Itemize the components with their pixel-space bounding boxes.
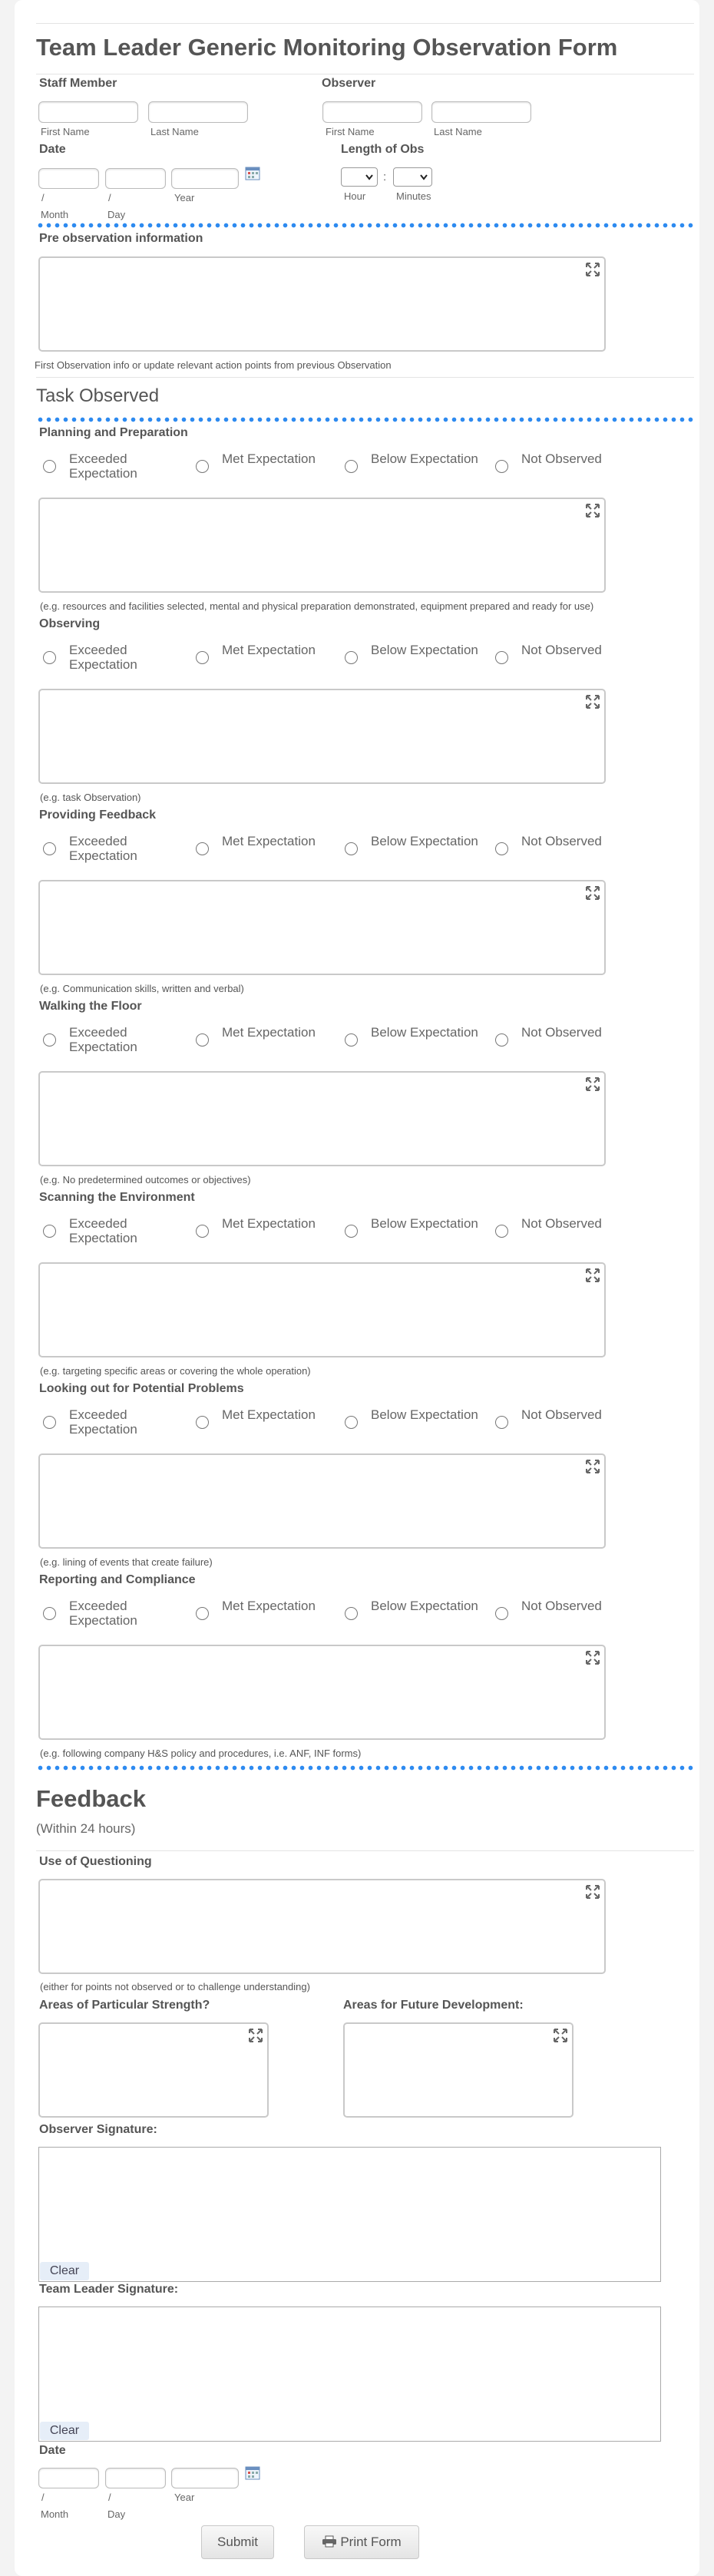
rating-option-label: Not Observed bbox=[521, 1599, 602, 1613]
task-section-hint: (e.g. Communication skills, written and verbal) bbox=[40, 983, 244, 994]
date-label: Date bbox=[39, 143, 66, 156]
rating-radio[interactable] bbox=[345, 842, 358, 855]
observer-label: Observer bbox=[322, 77, 376, 90]
staff-last-name-sublabel: Last Name bbox=[150, 126, 199, 137]
staff-first-name-sublabel: First Name bbox=[41, 126, 90, 137]
task-observed-title: Task Observed bbox=[36, 385, 160, 406]
task-notes-textarea[interactable] bbox=[38, 1453, 606, 1549]
rating-radio[interactable] bbox=[345, 460, 358, 473]
expand-icon[interactable] bbox=[584, 693, 601, 710]
rating-option-label: Below Expectation bbox=[371, 834, 478, 848]
date-year-sublabel: Year bbox=[174, 192, 195, 203]
form-title: Team Leader Generic Monitoring Observation Form bbox=[36, 34, 618, 61]
task-notes-textarea[interactable] bbox=[38, 1262, 606, 1357]
rating-option-label: Below Expectation bbox=[371, 1025, 478, 1040]
questioning-label: Use of Questioning bbox=[39, 1855, 152, 1868]
observer-signature-label: Observer Signature: bbox=[39, 2123, 157, 2136]
task-notes-textarea[interactable] bbox=[38, 1071, 606, 1166]
rating-radio[interactable] bbox=[345, 651, 358, 664]
bottom-date-year-input[interactable] bbox=[171, 2468, 239, 2488]
rating-radio[interactable] bbox=[495, 1033, 508, 1047]
leader-signature-clear-button[interactable]: Clear bbox=[40, 2422, 89, 2440]
rating-option-label: Met Expectation bbox=[222, 643, 316, 657]
rating-radio[interactable] bbox=[196, 1033, 209, 1047]
expand-icon[interactable] bbox=[584, 261, 601, 278]
bottom-date-sep-2: / bbox=[108, 2492, 111, 2503]
task-section-hint: (e.g. No predetermined outcomes or objectives) bbox=[40, 1174, 251, 1185]
task-section-label: Reporting and Compliance bbox=[39, 1573, 196, 1586]
strength-label: Areas of Particular Strength? bbox=[39, 1999, 210, 2012]
bottom-date-label: Date bbox=[39, 2444, 66, 2457]
observer-last-name-sublabel: Last Name bbox=[434, 126, 482, 137]
rating-option-label: Met Expectation bbox=[222, 1216, 316, 1231]
expand-icon[interactable] bbox=[584, 1649, 601, 1666]
task-section-hint: (e.g. targeting specific areas or covering the whole operation) bbox=[40, 1365, 311, 1377]
rating-option-label: Met Expectation bbox=[222, 1407, 316, 1422]
rating-option-label: Below Expectation bbox=[371, 643, 478, 657]
rating-option-label: Not Observed bbox=[521, 643, 602, 657]
rating-radio[interactable] bbox=[345, 1225, 358, 1238]
task-notes-textarea[interactable] bbox=[38, 1645, 606, 1740]
pre-observation-label: Pre observation information bbox=[39, 232, 203, 245]
task-section-label: Walking the Floor bbox=[39, 1000, 142, 1013]
rating-radio[interactable] bbox=[43, 651, 56, 664]
rating-radio[interactable] bbox=[43, 842, 56, 855]
rating-radio[interactable] bbox=[196, 651, 209, 664]
length-of-obs-label: Length of Obs bbox=[341, 143, 425, 156]
feedback-subtitle: (Within 24 hours) bbox=[36, 1821, 136, 1836]
date-month-sublabel: Month bbox=[41, 209, 69, 220]
bottom-date-sep-1: / bbox=[41, 2492, 45, 2503]
rating-option-label: Exceeded Expectation bbox=[69, 451, 137, 481]
rating-radio[interactable] bbox=[196, 460, 209, 473]
rating-option-label: Exceeded Expectation bbox=[69, 1599, 137, 1628]
date-sep-1: / bbox=[41, 192, 45, 203]
rating-radio[interactable] bbox=[43, 1225, 56, 1238]
rating-radio[interactable] bbox=[495, 842, 508, 855]
observer-last-name-input[interactable] bbox=[431, 101, 531, 123]
bottom-date-month-input[interactable] bbox=[38, 2468, 99, 2488]
leader-signature-label: Team Leader Signature: bbox=[39, 2283, 179, 2296]
task-section-hint: (e.g. task Observation) bbox=[40, 792, 141, 803]
task-notes-textarea[interactable] bbox=[38, 689, 606, 784]
rating-option-label: Exceeded Expectation bbox=[69, 834, 137, 863]
pre-observation-hint: First Observation info or update relevant action points from previous Observation bbox=[35, 359, 392, 371]
rating-radio[interactable] bbox=[196, 1225, 209, 1238]
observer-first-name-input[interactable] bbox=[322, 101, 422, 123]
expand-icon[interactable] bbox=[584, 1883, 601, 1900]
printer-icon bbox=[322, 2535, 337, 2548]
form-card bbox=[15, 0, 699, 2576]
submit-button[interactable]: Submit bbox=[201, 2525, 274, 2559]
rating-radio[interactable] bbox=[196, 842, 209, 855]
chevron-down-icon bbox=[420, 174, 428, 180]
development-textarea[interactable] bbox=[343, 2022, 574, 2118]
bottom-date-month-sublabel: Month bbox=[41, 2508, 69, 2520]
date-day-input[interactable] bbox=[105, 168, 166, 189]
task-notes-textarea[interactable] bbox=[38, 880, 606, 975]
task-section-hint: (e.g. resources and facilities selected, mental and physical preparation demonstrated, equipment prepared and ready for use) bbox=[40, 600, 594, 612]
dotted-divider bbox=[36, 417, 694, 422]
task-section-hint: (e.g. lining of events that create failure) bbox=[40, 1556, 213, 1568]
rating-option-label: Exceeded Expectation bbox=[69, 1216, 137, 1245]
rating-radio[interactable] bbox=[495, 1225, 508, 1238]
print-form-label: Print Form bbox=[340, 2535, 402, 2549]
staff-first-name-input[interactable] bbox=[38, 101, 138, 123]
task-section-label: Looking out for Potential Problems bbox=[39, 1382, 244, 1395]
staff-member-label: Staff Member bbox=[39, 77, 117, 90]
rating-radio[interactable] bbox=[43, 460, 56, 473]
rating-option-label: Below Expectation bbox=[371, 1599, 478, 1613]
rating-option-label: Not Observed bbox=[521, 1407, 602, 1422]
rating-radio[interactable] bbox=[43, 1033, 56, 1047]
rating-option-label: Met Expectation bbox=[222, 451, 316, 466]
time-colon: : bbox=[383, 170, 387, 184]
bottom-date-day-input[interactable] bbox=[105, 2468, 166, 2488]
date-day-sublabel: Day bbox=[107, 209, 126, 220]
dotted-divider bbox=[36, 1765, 694, 1771]
observer-signature-pad[interactable] bbox=[38, 2147, 661, 2282]
questioning-hint: (either for points not observed or to challenge understanding) bbox=[40, 1981, 310, 1992]
rating-option-label: Not Observed bbox=[521, 1025, 602, 1040]
rating-radio[interactable] bbox=[196, 1607, 209, 1620]
task-notes-textarea[interactable] bbox=[38, 498, 606, 593]
rating-radio[interactable] bbox=[495, 1416, 508, 1429]
feedback-divider bbox=[36, 1850, 694, 1851]
rating-option-label: Exceeded Expectation bbox=[69, 1407, 137, 1437]
minutes-sublabel: Minutes bbox=[396, 190, 431, 202]
rating-option-label: Exceeded Expectation bbox=[69, 643, 137, 672]
rating-option-label: Below Expectation bbox=[371, 1407, 478, 1422]
expand-icon[interactable] bbox=[552, 2027, 569, 2044]
strength-textarea[interactable] bbox=[38, 2022, 269, 2118]
bottom-date-day-sublabel: Day bbox=[107, 2508, 126, 2520]
observer-first-name-sublabel: First Name bbox=[326, 126, 375, 137]
rating-radio[interactable] bbox=[495, 460, 508, 473]
staff-last-name-input[interactable] bbox=[148, 101, 248, 123]
calendar-icon[interactable] bbox=[245, 2465, 261, 2481]
task-section-label: Planning and Preparation bbox=[39, 426, 188, 439]
rating-option-label: Not Observed bbox=[521, 1216, 602, 1231]
rating-option-label: Below Expectation bbox=[371, 1216, 478, 1231]
rating-radio[interactable] bbox=[43, 1607, 56, 1620]
minutes-select[interactable] bbox=[393, 167, 432, 187]
rating-radio[interactable] bbox=[345, 1416, 358, 1429]
rating-option-label: Met Expectation bbox=[222, 1599, 316, 1613]
top-divider bbox=[36, 23, 694, 24]
date-sep-2: / bbox=[108, 192, 111, 203]
rating-radio[interactable] bbox=[495, 651, 508, 664]
rating-radio[interactable] bbox=[43, 1416, 56, 1429]
rating-option-label: Not Observed bbox=[521, 451, 602, 466]
expand-icon[interactable] bbox=[584, 1267, 601, 1284]
expand-icon[interactable] bbox=[584, 502, 601, 519]
chevron-down-icon bbox=[365, 174, 373, 180]
rating-option-label: Met Expectation bbox=[222, 1025, 316, 1040]
rating-radio[interactable] bbox=[345, 1607, 358, 1620]
hour-select[interactable] bbox=[341, 167, 378, 187]
rating-option-label: Below Expectation bbox=[371, 451, 478, 466]
observer-signature-clear-button[interactable]: Clear bbox=[40, 2262, 89, 2280]
dotted-divider bbox=[36, 223, 694, 228]
expand-icon[interactable] bbox=[247, 2027, 264, 2044]
calendar-icon[interactable] bbox=[245, 166, 261, 181]
rating-option-label: Exceeded Expectation bbox=[69, 1025, 137, 1054]
pre-observation-textarea[interactable] bbox=[38, 256, 606, 352]
print-form-button[interactable] bbox=[304, 2525, 419, 2559]
expand-icon[interactable] bbox=[584, 885, 601, 901]
rating-option-label: Not Observed bbox=[521, 834, 602, 848]
date-year-input[interactable] bbox=[171, 168, 239, 189]
bottom-date-year-sublabel: Year bbox=[174, 2492, 195, 2503]
hour-sublabel: Hour bbox=[344, 190, 366, 202]
leader-signature-pad[interactable] bbox=[38, 2306, 661, 2442]
task-section-label: Scanning the Environment bbox=[39, 1191, 195, 1204]
expand-icon[interactable] bbox=[584, 1458, 601, 1475]
development-label: Areas for Future Development: bbox=[343, 1999, 524, 2012]
questioning-textarea[interactable] bbox=[38, 1879, 606, 1974]
rating-radio[interactable] bbox=[196, 1416, 209, 1429]
task-section-hint: (e.g. following company H&S policy and procedures, i.e. ANF, INF forms) bbox=[40, 1748, 362, 1759]
task-section-label: Observing bbox=[39, 617, 101, 630]
section-divider bbox=[36, 377, 694, 378]
rating-radio[interactable] bbox=[345, 1033, 358, 1047]
rating-radio[interactable] bbox=[495, 1607, 508, 1620]
task-section-label: Providing Feedback bbox=[39, 809, 157, 822]
date-month-input[interactable] bbox=[38, 168, 99, 189]
rating-option-label: Met Expectation bbox=[222, 834, 316, 848]
feedback-title: Feedback bbox=[36, 1785, 147, 1812]
expand-icon[interactable] bbox=[584, 1076, 601, 1093]
